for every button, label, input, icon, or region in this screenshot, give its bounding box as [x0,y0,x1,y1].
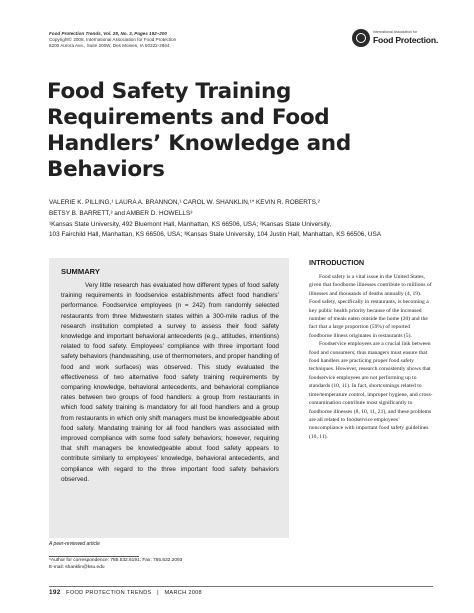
correspondence-footnote [49,558,269,571]
author-block [49,198,449,241]
peer-reviewed-note: A peer-reviewed article [49,541,100,547]
footer-journal: FOOD PROTECTION TRENDS [66,590,152,596]
footer-divider [49,586,433,587]
summary-heading: SUMMARY [61,267,100,276]
introduction-paragraph-1: Food safety is a vital issue in the United States, given that foodborne illnesses contribute to millions of illnesses and thousands of deaths annually (4, 19). Food safety, specifically in restaurants, is becoming a key public health priority because of the increased number of meals eaten outside the home (20) and the fact that a large proportion (59%) of reported foodborne illness originates in restaurants (5). [309,274,432,339]
affiliation-line1: ¹Kansas State University, 492 Bluemont Hall, Manhattan, KS 66506, USA; ²Kansas State University, [49,220,332,228]
correspondence-email: E-mail: shanklin@ksu.edu [49,564,105,570]
footer-separator: | [157,590,159,596]
article-title: Food Safety Training Requirements and Food Handlers’ Knowledge and Behaviors [47,79,351,182]
footer-date: MARCH 2008 [164,590,202,596]
publisher-address: 6200 Aurora Ave., Suite 200W, Des Moines, IA 50322-2864 [49,43,170,49]
introduction-paragraph-2: Foodservice employees are a crucial link between food and consumers; thus managers must ensure that food handlers are practicing proper food safety techniques. However, research consistently shows that foodservice employees are not performing up to standards (10, 11). In fact, shortcomings related to time/temperature control, improper hygiene, and cross-contamination contribute most significantly to foodborne illnesses (8, 10, 11, 21), and these problems are all related to foodservice employees’ noncompliance with important food safety guidelines (10, 11). [309,341,433,440]
introduction-column [309,258,433,441]
logo-big-text: Food Protection. [373,35,439,45]
page-footer [49,589,202,596]
journal-header [49,31,349,50]
journal-citation: Food Protection Trends, Vol. 28, No. 3, Pages 192–200 [49,31,167,36]
affiliation-line2: 103 Fairchild Hall, Manhattan, KS 66506, USA; ³Kansas State University, 104 Justin Hall, Manhattan, KS 66506, USA [49,231,382,239]
author-names-line1: VALERIE K. PILLING,¹ LAURA A. BRANNON,¹ CAROL W. SHANKLIN,¹* KEVIN R. ROBERTS,² [49,199,320,206]
iafp-logo [352,29,439,47]
page-number: 192 [49,589,61,596]
author-names-line2: BETSY B. BARRETT,³ and AMBER D. HOWELLS³ [49,209,193,217]
logo-small-text: International Association for [373,30,418,34]
correspondence-phone: *Author for correspondence: 785.532.6191; Fax: 785.532.2093 [49,558,183,563]
summary-box [49,258,289,538]
iafp-seal-icon [352,29,370,47]
copyright-line: Copyright© 2008, International Association for Food Protection [49,37,177,43]
footnote-divider [49,556,139,557]
introduction-heading: INTRODUCTION [309,258,365,267]
summary-text: Very little research has evaluated how different types of food safety training requirements in foodservice establishments affect food handlers’ performance. Foodservice employees (n = 242) from randomly selected restaurants from three Midwestern states within a 300-mile radius of the research institution completed a survey to assess their food safety knowledge and important behavioral antecedents (e.g., attitudes, intentions) related to food safety. Employees’ compliance with three important food safety behaviors (handwashing, use of thermometers, and proper handling of food and work surfaces) was observed. This study evaluated the effectiveness of two alternative food safety training requirements by comparing knowledge, behavioral antecedents, and behavioral compliance rates between two groups of food handlers: a group from restaurants in which food safety training is mandatory for all food handlers and a group from restaurants in which only shift managers must be knowledgeable about food safety. Mandating training for all food handlers was associated with improved compliance with some food safety behaviors; however, requiring that shift managers be knowledgeable about food safety appears to contribute similarly to employees’ knowledge, behavioral antecedents, and compliance with regard to the three important food safety behaviors observed. [61,282,279,483]
